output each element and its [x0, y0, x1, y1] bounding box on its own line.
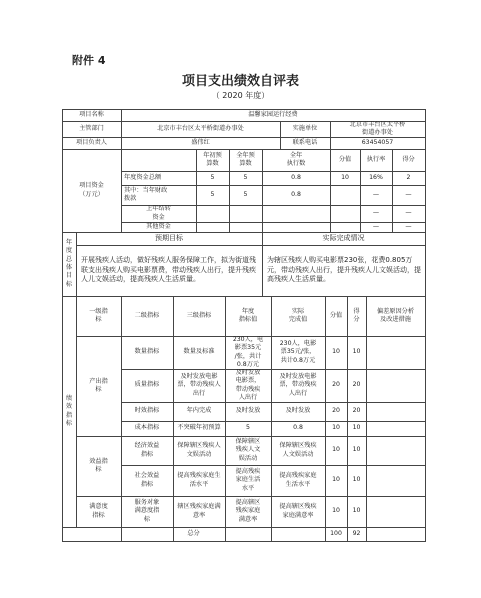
indicator-cell-get: 10	[352, 348, 361, 356]
indicator-cell-l2: 时效指标	[134, 407, 160, 415]
indicator-cell-actual: 0.8	[293, 424, 303, 432]
indicator-cell-l3: 不突破年初预算	[177, 424, 221, 432]
indicator-cell-l3: 提高残疾家庭生 活水平	[177, 472, 221, 488]
total-score: 100	[330, 529, 342, 537]
indicator-cell-l2: 成本指标	[134, 424, 160, 432]
indicators-header-score: 分值	[329, 311, 343, 319]
indicator-cell-score: 10	[332, 476, 340, 484]
goals-side-label: 年 度 总 体 目 标	[65, 238, 73, 288]
indicator-cell-score: 20	[332, 407, 340, 415]
indicator-cell-score: 20	[332, 381, 340, 389]
funds-cell-score	[330, 205, 360, 222]
project-name-label: 项目名称	[79, 110, 104, 118]
indicator-cell-l3: 数量及标准	[183, 348, 215, 356]
indicator-cell-target: 及时发放	[235, 407, 261, 415]
indicators-header-l2: 二级指标	[134, 311, 160, 319]
funds-cell-budget: 5	[210, 190, 215, 198]
indicator-cell-target: 230人，电 影票35元 /张，共计 0.8万元	[232, 336, 264, 368]
indicators-header-l3: 三级指标	[186, 311, 212, 319]
indicator-cell-actual: 保障辖区残疾 人文娱活动	[279, 442, 317, 458]
indicators-header-target: 年度 指标值	[238, 307, 258, 323]
funds-row-label: 其他资金	[146, 222, 171, 230]
total-label: 总分	[187, 529, 200, 537]
indicator-cell-l2: 数量指标	[134, 348, 160, 356]
funds-cell-rate: —	[372, 209, 380, 217]
owner-label: 项目负责人	[76, 138, 107, 146]
indicator-cell-target: 提高残疾 家庭生活 水平	[235, 467, 261, 492]
document-title: 项目支出绩效自评表	[181, 74, 299, 89]
indicator-cell-get: 10	[352, 507, 361, 515]
funds-cell-get: —	[405, 222, 412, 230]
funds-cell-exec: 0.8	[291, 190, 301, 198]
indicators-header-l1: 一级指 标	[89, 307, 108, 323]
indicator-cell-actual: 及时发放	[285, 407, 311, 415]
indicator-cell-l3: 及时发放电影 票，带动残疾人 出行	[177, 372, 221, 397]
funds-cell-exec: 0.8	[291, 173, 301, 181]
owner-value: 盛伟红	[191, 138, 210, 146]
attachment-label: 附件 4	[72, 54, 106, 67]
funds-cell-get: —	[405, 190, 412, 198]
indicator-cell-l3: 辖区残疾家庭满 意率	[177, 503, 221, 519]
indicator-cell-get: 10	[352, 446, 361, 454]
goals-expected-text: 开展残疾人活动，做好残疾人服务保障工作，拟为街道残联支出残疾人购买电影票费，带动残疾人出行，提升残疾人儿文娱活动，提高残疾人生活质量。	[81, 256, 256, 284]
indicators-side-label: 绩 效 指 标	[65, 394, 73, 427]
indicators-header-get: 得 分	[353, 307, 360, 323]
funds-cell-score	[330, 222, 360, 232]
funds-cell-get: —	[405, 209, 412, 217]
funds-cell-exec	[262, 205, 330, 222]
impl-label: 实施单位	[292, 124, 318, 132]
funds-cell-score	[330, 185, 360, 205]
indicator-cell-l2: 质量指标	[134, 381, 160, 389]
indicator-cell-score: 10	[332, 424, 340, 432]
funds-cell-budget	[196, 222, 229, 232]
funds-cell-rate: —	[372, 222, 380, 230]
indicator-cell-target: 及时发放 电影票， 带动残疾 人出行	[235, 369, 261, 401]
funds-header-full: 全年预 算数	[236, 151, 255, 167]
funds-cell-budget	[196, 205, 229, 222]
funds-header-exec: 全年 执行数	[286, 151, 306, 167]
indicators-header-note: 偏差原因分析 及改进措施	[376, 307, 415, 323]
funds-cell-get: 2	[406, 173, 411, 181]
funds-cell-full	[229, 205, 262, 222]
funds-row-label: 年度资金总额	[124, 173, 162, 181]
indicators-header-actual: 实际 完成值	[288, 307, 308, 323]
funds-header-get: 得分	[402, 155, 415, 163]
goals-actual-header: 实际完成情况	[322, 233, 365, 242]
indicator-cell-get: 10	[352, 476, 361, 484]
funds-cell-full: 5	[243, 190, 248, 198]
total-get: 92	[352, 529, 361, 537]
funds-header-rate: 执行率	[366, 155, 386, 163]
indicator-cell-target: 保障辖区 残疾人文 娱活动	[235, 437, 261, 462]
funds-cell-full	[229, 222, 262, 232]
benefit-indicator-label: 效益指 标	[89, 457, 108, 473]
indicator-cell-score: 10	[332, 507, 340, 515]
indicator-cell-l3: 保障辖区残疾人 文娱活动	[177, 442, 221, 458]
project-name-value: 温馨家园运行经费	[248, 110, 298, 118]
dept-value: 北京市丰台区太平桥街道办事处	[157, 124, 244, 132]
indicator-cell-l2: 社会效益 指标	[134, 472, 160, 488]
indicator-cell-score: 10	[332, 446, 340, 454]
indicator-cell-actual: 及时发放电影 票，带动残疾 人出行	[279, 372, 317, 397]
indicator-cell-get: 20	[352, 381, 361, 389]
indicator-cell-score: 10	[332, 348, 340, 356]
indicator-cell-get: 20	[352, 407, 361, 415]
funds-cell-budget: 5	[210, 173, 215, 181]
funds-header-budget: 年初预 算数	[203, 151, 222, 167]
indicator-cell-l2: 经济效益 指标	[134, 442, 160, 458]
funds-cell-rate: 16%	[369, 173, 383, 181]
indicator-cell-actual: 230人，电影 票35元/张， 共计0.8万元	[279, 339, 317, 364]
indicator-cell-get: 10	[352, 424, 361, 432]
output-indicator-label: 产出指 标	[89, 377, 108, 393]
funds-cell-rate: —	[372, 190, 380, 198]
goals-expected-header: 预期目标	[155, 233, 183, 242]
funds-row-label: 其中：当年财政 拨款	[124, 186, 168, 202]
funds-cell-score: 10	[341, 173, 349, 181]
indicator-cell-l2: 服务对象 满意度指 标	[134, 498, 160, 523]
goals-actual-text: 为辖区残疾人购买电影票230张，花费0.805万元，带动残疾人出行，提升残疾人儿文娱活动，提高残疾人生活质量。	[267, 256, 421, 284]
indicator-cell-actual: 提高辖区残疾 家庭满意率	[279, 503, 317, 519]
indicator-cell-target: 5	[246, 424, 250, 432]
dept-label: 主管部门	[79, 124, 104, 132]
satisfaction-indicator-label: 满意度 指标	[89, 503, 108, 519]
funds-cell-full: 5	[243, 173, 248, 181]
indicator-cell-actual: 提高残疾家庭 生活水平	[279, 472, 317, 488]
impl-value: 北京市丰台区太平桥 街道办事处	[349, 121, 406, 136]
document-year: （ 2020 年度）	[211, 91, 270, 100]
funds-group-label: 项目资金 （万元）	[79, 182, 104, 198]
funds-row-label: 上年结转 资金	[146, 205, 171, 221]
phone-label: 联系电话	[292, 138, 318, 146]
funds-cell-exec	[262, 222, 330, 232]
indicator-cell-l3: 年内完成	[186, 407, 212, 415]
indicator-cell-target: 提高辖区 残疾家庭 满意率	[235, 498, 261, 523]
funds-header-score: 分值	[338, 155, 352, 163]
phone-value: 63454057	[361, 138, 394, 146]
